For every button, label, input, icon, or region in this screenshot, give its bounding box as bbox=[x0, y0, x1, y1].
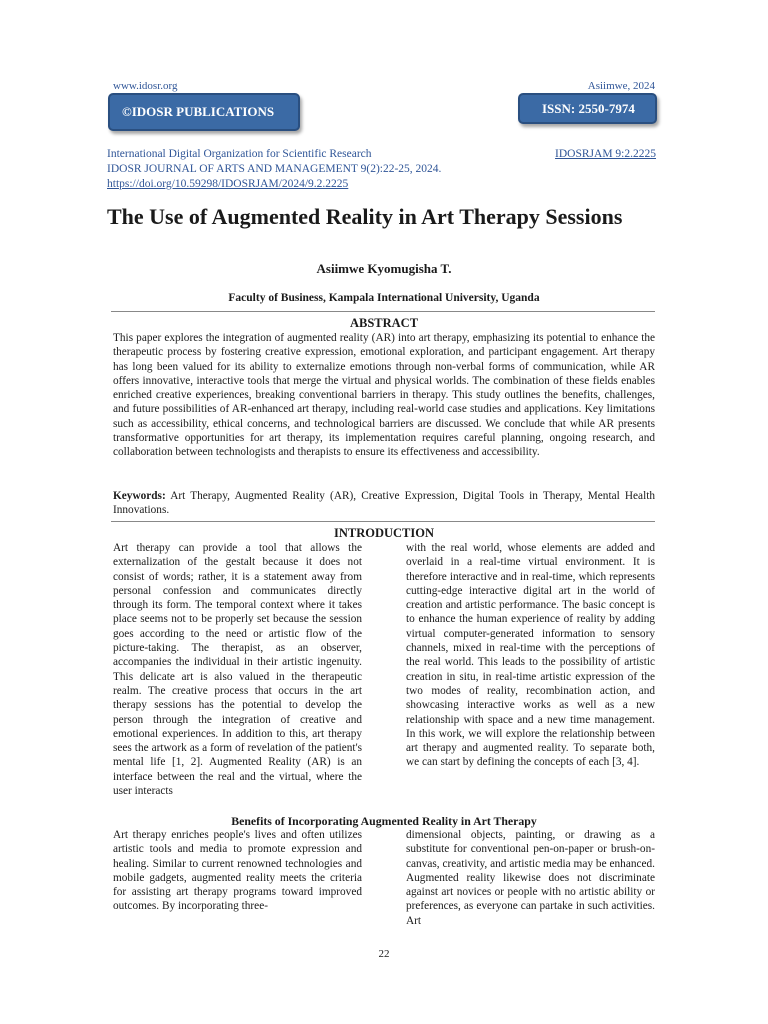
introduction-col-left: Art therapy can provide a tool that allows the externalization of the gestalt because it does not consist of words; rather, it is a statement away from personal confession and communicates directly through its form. The temporal context where it takes place seems not to be properly set because the session goes according to the need or artistic flow of the picture-taking. The therapist, as an observer, accompanies the individual in their artistic ingenuity. This delicate art is also valued in the therapeutic realm. The creative process that occurs in the art therapy sessions has the potential to develop the person through the integration of creative and emotional experiences. In addition to this, art therapy sees the artwork as a form of revelation of the patient's mental life [1, 2]. Augmented Reality (AR) is an interface between the real and the virtual, where the user interacts bbox=[113, 542, 362, 798]
article-title: The Use of Augmented Reality in Art Therapy Sessions bbox=[107, 204, 623, 229]
author-year: Asiimwe, 2024 bbox=[587, 80, 655, 92]
benefits-col-right: dimensional objects, painting, or drawing as a substitute for conventional pen-on-paper or brush-on-canvas, creativity, and artistic media may be enhanced. Augmented reality likewise does not discriminate against art novices or people with no artistic ability or preferences, as everyone can partake in such activities. Art bbox=[406, 829, 655, 927]
org-name: International Digital Organization for Scientific Research bbox=[107, 148, 372, 160]
journal-name: IDOSR JOURNAL OF ARTS AND MANAGEMENT 9(2):22-25, 2024. bbox=[107, 163, 442, 175]
site-link[interactable]: www.idosr.org bbox=[113, 80, 178, 92]
introduction-heading: INTRODUCTION bbox=[333, 526, 434, 540]
publisher-banner bbox=[108, 93, 300, 131]
page-number: 22 bbox=[378, 948, 390, 960]
divider-top bbox=[111, 311, 655, 312]
abstract-heading: ABSTRACT bbox=[349, 316, 419, 330]
journal-code-link[interactable]: IDOSRJAM 9:2.2225 bbox=[555, 148, 656, 160]
article-affiliation: Faculty of Business, Kampala International University, Uganda bbox=[228, 292, 540, 304]
benefits-col-left: Art therapy enriches people's lives and often utilizes artistic tools and media to promote expression and healing. Similar to current renowned technologies and mobile gadgets, augmented reality meets the criteria for assisting art therapy programs toward improved outcomes. By incorporating three- bbox=[113, 829, 362, 913]
divider-mid bbox=[111, 521, 655, 522]
issn-banner-label: ISSN: 2550-7974 bbox=[542, 100, 635, 116]
keywords-label: Keywords: bbox=[113, 490, 166, 502]
doi-link[interactable]: https://doi.org/10.59298/IDOSRJAM/2024/9.2.2225 bbox=[107, 178, 349, 190]
keywords-paragraph bbox=[113, 489, 655, 518]
article-author: Asiimwe Kyomugisha T. bbox=[316, 261, 452, 276]
keywords-text: Art Therapy, Augmented Reality (AR), Creative Expression, Digital Tools in Therapy, Mental Health Innovations. bbox=[113, 490, 655, 517]
benefits-heading: Benefits of Incorporating Augmented Reality in Art Therapy bbox=[231, 814, 537, 828]
publisher-banner-label: ©IDOSR PUBLICATIONS bbox=[122, 104, 275, 119]
introduction-col-right: with the real world, whose elements are added and overlaid in a real-time virtual environment. It is therefore interactive and in real-time, which represents cutting-edge interactive digital art in the world of creation and artistic performance. The basic concept is to enhance the human experience of reality by adding virtual computer-generated information to sensory channels, mixed in real-time with the perceptions of the real world. This leads to the possibility of artistic creation in situ, in real-time artistic expression of the two modes of reality, recombination action, and showcasing interactive works as well as a new relationship with space and a new time management. In this work, we will explore the relationship between art therapy and augmented reality. To separate both, we can start by defining the concepts of each [3, 4]. bbox=[406, 542, 655, 769]
issn-banner bbox=[518, 93, 657, 124]
abstract-text: This paper explores the integration of augmented reality (AR) into art therapy, emphasizing its potential to enhance the therapeutic process by fostering creative expression, emotional exploration, and participant engagement. Art therapy has long been valued for its ability to externalize emotions through non-verbal forms of communication, while AR offers innovative, interactive tools that merge the virtual and physical worlds. The combination of these fields enables enriched creative experiences, breaking conventional barriers in therapy. This study outlines the benefits, challenges, and future possibilities of AR-enhanced art therapy, including real-world case studies and applications. Key limitations such as accessibility, ethical concerns, and technological barriers are discussed. We conclude that while AR presents transformative opportunities for art therapy, its implementation requires careful planning, ongoing research, and collaboration between technologists and therapists to ensure its effectiveness and accessibility. bbox=[113, 332, 655, 459]
